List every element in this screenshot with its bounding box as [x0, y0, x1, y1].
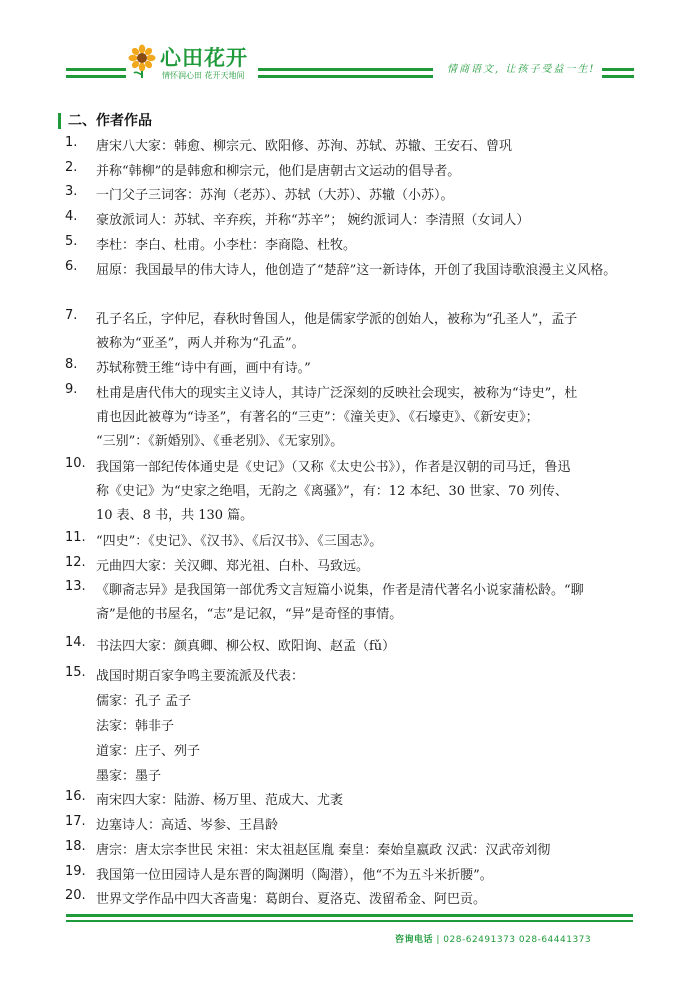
- phone-numbers: 028-62491373 028-64441373: [443, 935, 592, 945]
- sunflower-logo-icon: [128, 44, 156, 78]
- item-text: 斋”是他的书屋名，“志”是记叙，“异”是奇怪的事情。: [96, 607, 403, 622]
- item-text: 豪放派词人：苏轼、辛弃疾，并称“苏辛”； 婉约派词人：李清照（女词人）: [96, 213, 530, 228]
- school-item: 法家：韩非子: [96, 719, 175, 734]
- item-text: “四史”：《史记》、《汉书》、《后汉书》、《三国志》。: [96, 534, 383, 549]
- item-number: 19.: [65, 864, 86, 879]
- header-bar-mid-bottom: [258, 75, 433, 78]
- item-number: 12.: [65, 555, 86, 570]
- item-number: 15.: [65, 665, 86, 680]
- separator: |: [436, 935, 444, 945]
- item-text: 边塞诗人：高适、岑参、王昌龄: [96, 818, 279, 833]
- item-number: 7.: [65, 308, 78, 323]
- brand-name: 心田花开: [160, 46, 248, 70]
- item-text: 战国时期百家争鸣主要流派及代表：: [96, 669, 305, 684]
- item-text: 唐宋八大家：韩愈、柳宗元、欧阳修、苏洵、苏轼、苏辙、王安石、曾巩: [96, 139, 513, 154]
- item-number: 14.: [65, 635, 86, 650]
- item-number: 3.: [65, 184, 78, 199]
- item-text: 《聊斋志异》是我国第一部优秀文言短篇小说集，作者是清代著名小说家蒲松龄。“聊: [96, 583, 584, 598]
- item-text: 我国第一位田园诗人是东晋的陶渊明（陶潜），他“不为五斗米折腰”。: [96, 868, 493, 883]
- item-text: 南宋四大家：陆游、杨万里、范成大、尤袤: [96, 793, 344, 808]
- item-number: 9.: [65, 382, 78, 397]
- item-number: 4.: [65, 209, 78, 224]
- section-title: 二、作者作品: [58, 113, 152, 129]
- school-item: 儒家：孔子 孟子: [96, 694, 192, 709]
- brand-subtitle: 情怀润心田 花开天地间: [162, 71, 245, 80]
- item-text: 苏轼称赞王维“诗中有画，画中有诗。”: [96, 361, 311, 376]
- header-bar-right-top: [602, 68, 634, 71]
- item-text: 一门父子三词客：苏洵（老苏）、苏轼（大苏）、苏辙（小苏）。: [96, 188, 454, 203]
- item-number: 20.: [65, 888, 86, 903]
- item-text: 10 表、8 书，共 130 篇。: [96, 508, 254, 523]
- header-bar-left-bottom: [66, 75, 126, 78]
- item-number: 8.: [65, 357, 78, 372]
- item-number: 5.: [65, 234, 78, 249]
- item-number: 18.: [65, 839, 86, 854]
- item-number: 10.: [65, 456, 86, 471]
- item-text: 世界文学作品中四大吝啬鬼：葛朗台、夏洛克、泼留希金、阿巴贡。: [96, 892, 487, 907]
- item-text: 屈原：我国最早的伟大诗人，他创造了“楚辞”这一新诗体，开创了我国诗歌浪漫主义风格。: [96, 263, 617, 278]
- school-item: 道家：庄子、列子: [96, 744, 201, 759]
- item-number: 11.: [65, 530, 86, 545]
- page-header: [0, 0, 700, 100]
- item-text: 唐宗：唐太宗李世民 宋祖：宋太祖赵匡胤 秦皇：秦始皇嬴政 汉武：汉武帝刘彻: [96, 843, 551, 858]
- item-text: 称《史记》为“史家之绝唱，无韵之《离骚》”，有：12 本纪、30 世家、70 列传、: [96, 484, 568, 499]
- item-text: “三别”：《新婚别》、《垂老别》、《无家别》。: [96, 434, 344, 449]
- footer-line-top: [66, 914, 633, 917]
- contact-phones: [395, 932, 591, 945]
- item-text: 孔子名丘，字仲尼，春秋时鲁国人，他是儒家学派的创始人，被称为“孔圣人”，孟子: [96, 312, 578, 327]
- slogan: 情商语文, 让孩子受益一生!: [447, 64, 596, 75]
- footer-line-bottom: [66, 920, 633, 922]
- item-number: 2.: [65, 160, 78, 175]
- header-bar-right-bottom: [602, 75, 634, 78]
- item-number: 13.: [65, 579, 86, 594]
- header-bar-left-top: [66, 68, 126, 71]
- item-number: 1.: [65, 135, 78, 150]
- item-text: 并称“韩柳”的是韩愈和柳宗元，他们是唐朝古文运动的倡导者。: [96, 164, 461, 179]
- contact-label: 咨询电话: [395, 935, 434, 945]
- item-number: 16.: [65, 789, 86, 804]
- item-text: 书法四大家：颜真卿、柳公权、欧阳询、赵孟（fǔ）: [96, 639, 396, 654]
- item-text: 被称为“亚圣”，两人并称为“孔孟”。: [96, 336, 305, 351]
- item-text: 甫也因此被尊为“诗圣”，有著名的“三吏”：《潼关吏》、《石壕吏》、《新安吏》；: [96, 410, 539, 425]
- item-number: 6.: [65, 259, 78, 274]
- school-item: 墨家：墨子: [96, 769, 162, 784]
- item-text: 元曲四大家：关汉卿、郑光祖、白朴、马致远。: [96, 559, 370, 574]
- item-text: 李杜：李白、杜甫。小李杜：李商隐、杜牧。: [96, 238, 357, 253]
- item-text: 杜甫是唐代伟大的现实主义诗人，其诗广泛深刻的反映社会现实，被称为“诗史”，杜: [96, 386, 578, 401]
- item-text: 我国第一部纪传体通史是《史记》（又称《太史公书》），作者是汉朝的司马迁，鲁迅: [96, 460, 571, 475]
- header-bar-mid-top: [258, 68, 433, 71]
- item-number: 17.: [65, 814, 86, 829]
